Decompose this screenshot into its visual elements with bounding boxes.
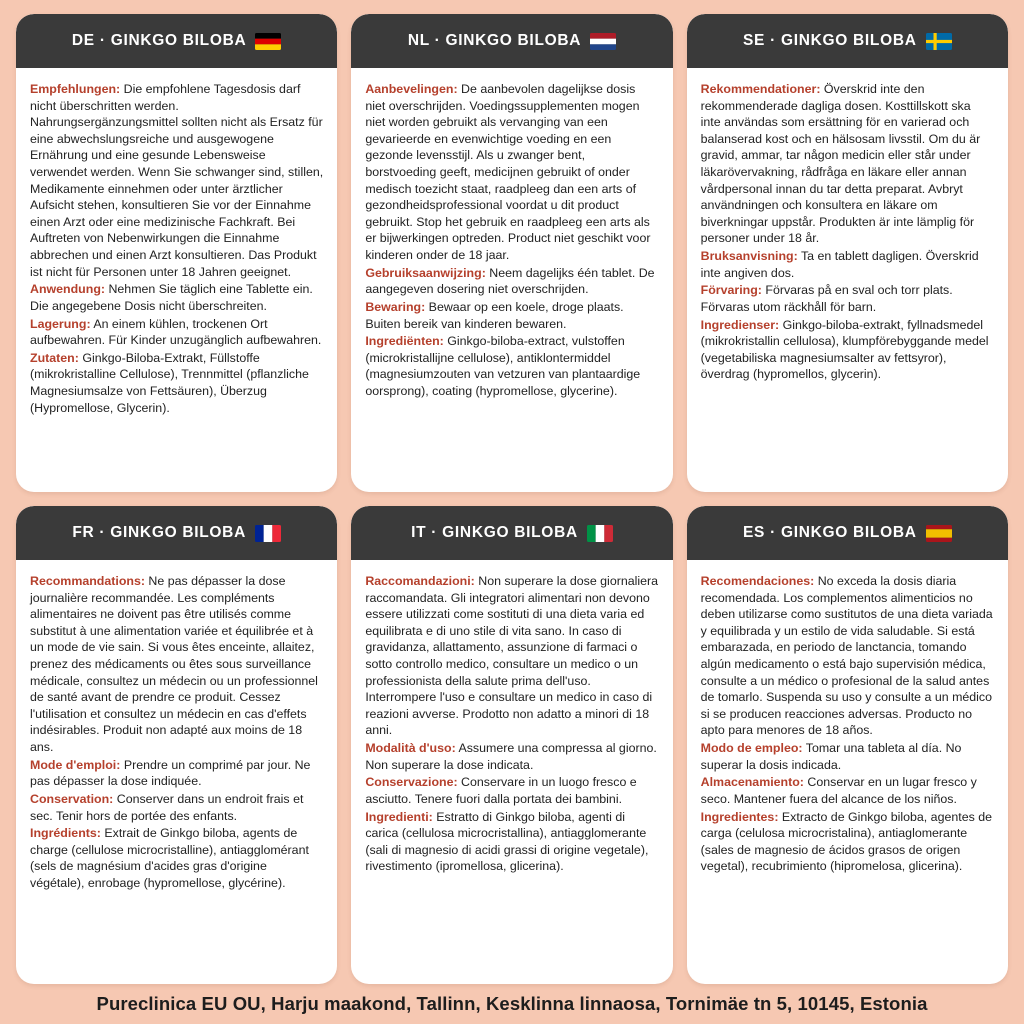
section-label: Raccomandazioni: [365, 574, 475, 588]
section-fr-0 [30, 573, 323, 756]
section-es-2 [701, 774, 994, 807]
section-label: Modalità d'uso: [365, 741, 456, 756]
language-card-se [687, 14, 1008, 492]
card-body-se [687, 68, 1008, 394]
section-label: Bruksanvisning: [700, 249, 798, 264]
language-card-fr [16, 506, 337, 984]
card-header-fr [16, 506, 337, 560]
section-label: Recomendaciones: [700, 574, 815, 588]
section-label: Gebruiksaanwijzing: [365, 265, 486, 280]
section-text: Estratto di Ginkgo biloba, agenti di carica (cellulosa microcristallina), antiagglomerante (sali di magnesio di acidi grassi di origine vegetale), rivestimento (ipromellosa, glicerina). [365, 809, 649, 874]
section-nl-3 [365, 333, 658, 399]
language-card-grid [16, 14, 1008, 984]
section-label: Ingrediënten: [365, 334, 444, 349]
company-address: Pureclinica EU OU, Harju maakond, Tallinn, Kesklinna linnaosa, Tornimäe tn 5, 10145, Estonia [96, 993, 928, 1014]
section-label: Almacenamiento: [700, 775, 804, 790]
section-label: Lagerung: [30, 316, 91, 331]
section-text: No exceda la dosis diaria recomendada. Los complementos alimenticios no deben utilizarse como sustitutos de una dieta variada y equilibrada y un estilo de vida saludable. Si está embarazada, en periodo de lanctancia, tomando algún medicamento o está bajo supervisión médica, consulte a un médico o profesional de la salud antes de tomarlo. Suspenda su uso y consulte a un médico si se producen reacciones adversas. Producto no apto para menores de 18 años. [700, 574, 993, 738]
section-label: Mode d'emploi: [30, 757, 121, 772]
flag-germany-icon [255, 33, 281, 50]
section-fr-1 [30, 757, 323, 790]
flag-italy-icon [587, 525, 613, 542]
section-es-0 [701, 573, 994, 739]
section-label: Rekommendationer: [700, 82, 821, 96]
section-nl-0 [365, 81, 658, 264]
card-body-fr [16, 560, 337, 903]
section-text: Ta en tablett dagligen. Överskrid inte angiven dos. [700, 249, 979, 280]
section-text: Conservare in un luogo fresco e asciutto. Tenere fuori dalla portata dei bambini. [365, 775, 637, 806]
section-text: Conservar en un lugar fresco y seco. Mantener fuera del alcance de los niños. [700, 775, 977, 806]
section-text: Assumere una compressa al giorno. Non superare la dose indicata. [365, 741, 657, 772]
section-it-1 [365, 740, 658, 773]
card-body-de [16, 68, 337, 427]
section-label: Anwendung: [30, 282, 106, 297]
section-se-0 [701, 81, 994, 247]
flag-spain-icon [926, 525, 952, 542]
section-label: Modo de empleo: [700, 741, 803, 756]
section-label: Ingredienser: [700, 317, 780, 332]
section-text: Prendre un comprimé par jour. Ne pas dépasser la dose indiquée. [30, 757, 311, 789]
language-card-nl [351, 14, 672, 492]
section-text: Ginkgo-biloba-extrakt, fyllnadsmedel (mikrokristallin cellulosa), klumpförebyggande medel (vegetabiliska magnesiumsalter av fettsyror), överdrag (hypromellos, glycerin). [700, 317, 989, 382]
section-text: Die empfohlene Tagesdosis darf nicht überschritten werden. Nahrungsergänzungsmittel sollten nicht als Ersatz für eine abwechslungsreiche und ausgewogene Ernährung und eine gesunde Lebensweise verwendet werden. Wenn Sie schwanger sind, stillen, Medikamente einnehmen oder unter ärztlicher Aufsicht stehen, konsultieren Sie vor der Einnahme einen Arzt oder eine medizinische Fachkraft. Bei Auftreten von Nebenwirkungen die Einnahme abbrechen und einen Arzt konsultieren. Das Produkt ist nicht für Personen unter 18 Jahren geeignet. [30, 82, 324, 279]
language-card-es [687, 506, 1008, 984]
section-text: Ne pas dépasser la dose journalière recommandée. Les compléments alimentaires ne doivent pas être utilisés comme substitut à une alimentation variée et équilibrée et à un mode de vie sain. Si vous êtes enceinte, allaitez, prenez des médicaments ou êtes sous surveillance médicale, consultez un médecin ou un professionnel de santé avant de prendre ce produit. Cessez l'utilisation et consultez un médecin en cas d'effets indésirables. Produit non adapté aux moins de 18 ans. [30, 574, 318, 755]
section-label: Bewaring: [365, 299, 426, 314]
section-text: Extrait de Ginkgo biloba, agents de charge (cellulose microcristalline), antiagglomérant (sels de magnésium d'acides gras d'origine végétale), enrobage (hypromellose, glycérine). [30, 826, 309, 890]
section-text: Ginkgo-Biloba-Extrakt, Füllstoffe (mikrokristalline Cellulose), Trennmittel (pflanzliche Magnesiumsalze von Fettsäuren), Überzug (Hypromellose, Glycerin). [30, 350, 309, 415]
section-label: Ingredientes: [700, 809, 779, 824]
card-title-fr: FR · GINKGO BILOBA [72, 524, 246, 541]
card-title-se: SE · GINKGO BILOBA [743, 32, 917, 49]
section-label: Aanbevelingen: [365, 82, 458, 96]
section-label: Conservation: [30, 791, 114, 806]
section-fr-3 [30, 825, 323, 891]
section-de-3 [30, 350, 323, 416]
card-header-es [687, 506, 1008, 560]
section-text: Extracto de Ginkgo biloba, agentes de carga (celulosa microcristalina), antiaglomerante (sales de magnesio de ácidos grasos de origen vegetal), recubrimiento (hipromelosa, glicerina). [700, 809, 993, 874]
section-label: Recommandations: [30, 574, 145, 588]
language-card-it [351, 506, 672, 984]
section-text: Conserver dans un endroit frais et sec. Tenir hors de portée des enfants. [30, 791, 304, 823]
section-text: De aanbevolen dagelijkse dosis niet overschrijden. Voedingssupplementen mogen niet worden gebruikt als vervanging van een gevarieerde en evenwichtige voeding en een gezonde levensstijl. Als u zwanger bent, borstvoeding geeft, medicijnen gebruikt of onder medisch toezicht staat, raadpleeg dan een arts of gezondheidsprofessional voordat u dit product gebruikt. Stop het gebruik en raadpleeg een arts als er bijwerkingen optreden. Product niet geschikt voor kinderen onder de 18 jaar. [365, 82, 651, 263]
section-nl-2 [365, 299, 658, 332]
section-text: Ginkgo-biloba-extract, vulstoffen (microkristallijne cellulose), antiklontermiddel (magnesiumzouten van vetzuren van plantaardige oorsprong), coating (hypromellose, glycerine). [365, 334, 641, 398]
section-text: Nehmen Sie täglich eine Tablette ein. Die angegebene Dosis nicht überschreiten. [30, 282, 313, 313]
section-nl-1 [365, 265, 658, 298]
section-de-0 [30, 81, 323, 280]
section-label: Conservazione: [365, 775, 458, 790]
section-text: Bewaar op een koele, droge plaats. Buiten bereik van kinderen bewaren. [365, 299, 624, 331]
section-text: Tomar una tableta al día. No superar la dosis indicada. [700, 741, 962, 772]
card-body-es [687, 560, 1008, 886]
section-es-3 [701, 809, 994, 875]
section-text: Förvaras på en sval och torr plats. Förvaras utom räckhåll för barn. [700, 283, 953, 314]
section-fr-2 [30, 791, 323, 824]
flag-sweden-icon [926, 33, 952, 50]
card-header-it [351, 506, 672, 560]
card-title-it: IT · GINKGO BILOBA [411, 524, 578, 541]
section-label: Förvaring: [700, 283, 762, 298]
section-text: Non superare la dose giornaliera raccomandata. Gli integratori alimentari non devono essere utilizzati come sostituti di una dieta varia ed equilibrata e di uno stile di vita sano. In caso di gravidanza, allattamento, assunzione di farmaci o sotto controllo medico, consultare un medico o un professionista della salute prima dell'uso. Interrompere l'uso e consultare un medico in caso di reazioni avverse. Prodotto non adatto a minori di 18 anni. [365, 574, 659, 738]
card-body-it [351, 560, 672, 886]
section-es-1 [701, 740, 994, 773]
section-it-3 [365, 809, 658, 875]
section-de-1 [30, 281, 323, 314]
section-se-2 [701, 282, 994, 315]
section-text: An einem kühlen, trockenen Ort aufbewahren. Für Kinder unzugänglich aufbewahren. [30, 316, 322, 348]
section-text: Neem dagelijks één tablet. De aangegeven dosering niet overschrijden. [365, 265, 655, 297]
flag-france-icon [255, 525, 281, 542]
section-text: Överskrid inte den rekommenderade dagliga dosen. Kosttillskott ska inte användas som ersättning för en varierad och balanserad kost och en hälsosam livsstil. Om du är gravid, ammar, tar någon medicin eller står under läkarövervakning, rådfråga en läkare eller annan vårdpersonal innan du tar detta preparat. Avbryt användningen och konsultera en läkare om biverkningar uppstår. Produkten är inte lämplig för personer under 18 år. [700, 82, 981, 246]
language-card-de [16, 14, 337, 492]
flag-netherlands-icon [590, 33, 616, 50]
section-label: Zutaten: [30, 350, 79, 365]
section-it-0 [365, 573, 658, 739]
section-label: Ingrédients: [30, 826, 101, 841]
section-it-2 [365, 774, 658, 807]
footer [16, 984, 1008, 1024]
section-label: Empfehlungen: [30, 82, 121, 96]
section-se-3 [701, 317, 994, 383]
card-header-de [16, 14, 337, 68]
card-header-nl [351, 14, 672, 68]
card-body-nl [351, 68, 672, 411]
section-label: Ingredienti: [365, 809, 433, 824]
section-se-1 [701, 248, 994, 281]
card-title-nl: NL · GINKGO BILOBA [407, 32, 582, 49]
section-de-2 [30, 316, 323, 349]
card-header-se [687, 14, 1008, 68]
card-title-de: DE · GINKGO BILOBA [71, 32, 247, 49]
card-title-es: ES · GINKGO BILOBA [743, 524, 917, 541]
